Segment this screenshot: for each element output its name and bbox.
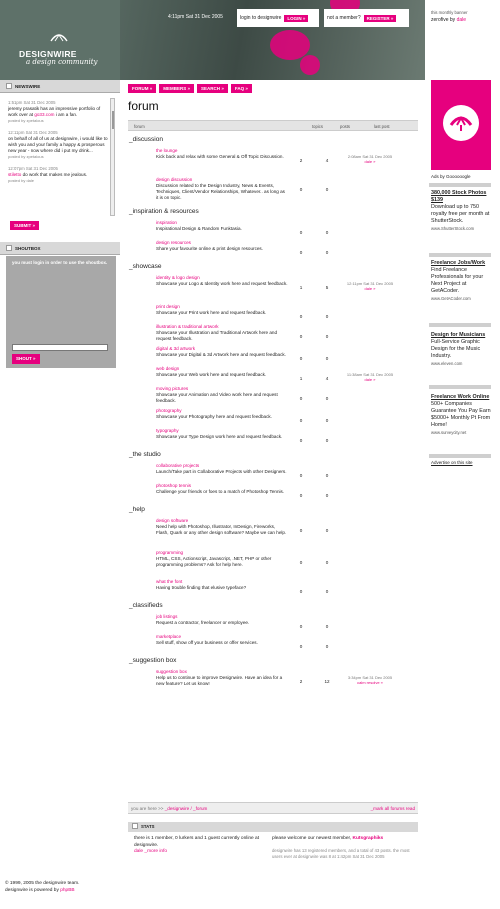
login-box [237, 9, 319, 27]
go-to-post-icon[interactable]: » [373, 286, 376, 291]
forum-post-count: 12 [324, 679, 330, 684]
sky-banner-ad[interactable] [431, 80, 491, 170]
stats-members: please welcome our newest member, Kutsgraphiks designwire has 13 registered members, and a total of 43 posts. the most users ever at designwire was 8 at 1:42pm Sat 31 Dec 2005 [272, 836, 412, 860]
forum-description: Launch/Take part in Collaborative Projects with other Designers. [156, 469, 287, 474]
forum-description: Showcase your Logo & Identity work here and request feedback. [156, 281, 288, 286]
stats-header: STATS [128, 822, 418, 832]
forum-topic-count: 0 [299, 418, 303, 423]
page-title: forum [128, 99, 159, 113]
forum-link[interactable]: programming [156, 550, 184, 555]
forum-topic-count: 0 [299, 493, 303, 498]
forum-description: Showcase your Illustration and Traditional Artwork here and request feedback. [156, 330, 278, 341]
forum-link[interactable]: the lounge [156, 148, 178, 153]
site-tagline: a design community [26, 58, 98, 66]
online-user-link[interactable]: dale [134, 849, 144, 854]
shoutbox-message: you must login in order to use the shoutbox. [12, 260, 108, 265]
col-posts: posts [340, 124, 351, 129]
forum-row [128, 273, 418, 302]
forum-post-count: 0 [325, 418, 329, 423]
forum-row [128, 146, 418, 175]
newswire-list [8, 100, 108, 220]
forum-description: Showcase your Animation and Video work here and request feedback. [156, 392, 278, 403]
forum-description: Help us to continue to improve Designwire. Have an idea for a new feature? Let us know! [156, 675, 283, 686]
forum-topic-count: 0 [299, 473, 303, 478]
go-to-post-icon[interactable]: » [373, 377, 376, 382]
forum-link[interactable]: photography [156, 408, 182, 413]
forum-topic-count: 1 [299, 376, 303, 381]
forum-description: Sell stuff, show off your business or offer services. [156, 640, 258, 645]
category-title: _showcase [129, 263, 162, 270]
newswire-icon [6, 83, 12, 89]
forum-last-post [340, 346, 400, 362]
more-info-link[interactable]: _more info [144, 849, 168, 854]
ad-divider [429, 385, 491, 389]
register-box [324, 9, 409, 27]
forum-row [128, 175, 418, 203]
forum-link[interactable]: moving pictures [156, 386, 189, 391]
forum-last-post [340, 177, 400, 201]
forum-last-post: 2:08am Sat 31 Dec 2005 dale » [347, 154, 393, 164]
forum-post-count: 4 [325, 376, 329, 381]
site-logo[interactable]: DESIGNWIRE [19, 49, 77, 59]
forum-description: Request a contractor, freelancer or employee. [156, 620, 250, 625]
forum-description: Inspirational Design & Random Funktasia. [156, 226, 242, 231]
forum-description: Having trouble finding that elusive typeface? [156, 585, 247, 590]
banner-credit: zerofive by dale [431, 17, 467, 23]
forum-post-count: 0 [325, 560, 329, 565]
forum-post-count: 0 [325, 250, 329, 255]
forum-row [128, 384, 418, 406]
ad-divider [429, 183, 491, 187]
forum-last-post [340, 408, 400, 424]
forum-topic-count: 0 [299, 624, 303, 629]
tab-faq[interactable]: FAQ » [231, 84, 252, 93]
news-link[interactable]: stiletto [8, 172, 22, 177]
forum-column-headers [128, 120, 418, 131]
forum-row [128, 302, 418, 322]
forum-link[interactable]: collaborative projects [156, 463, 200, 468]
forum-post-count: 0 [325, 589, 329, 594]
banner-user-link[interactable]: dale [456, 17, 467, 23]
forum-last-post [340, 324, 400, 342]
forum-last-post: 3:34pm Sat 31 Dec 2005 calm resolve » [347, 675, 393, 685]
shoutbox-panel [6, 256, 116, 368]
ad-unit[interactable]: Freelance Work Online 500+ Companies Guarantee You Pay Earn $5000+ Monthly Pt From Home! www.surveycity.net [431, 394, 491, 435]
forum-last-post [340, 220, 400, 236]
forum-description: Showcase your Web work here and request feedback. [156, 372, 267, 377]
category-title: _inspiration & resources [129, 208, 199, 215]
forum-last-post [340, 550, 400, 575]
forum-topic-count: 2 [299, 679, 303, 684]
forum-post-count: 0 [325, 438, 329, 443]
forum-link[interactable]: marketplace [156, 634, 182, 639]
forum-description: Showcase your Digital & 3d Artwork here and request feedback. [156, 352, 286, 357]
forum-description: HTML, CSS, Actionscript, Javascript, .NET, PHP or other programming problems? Ask for help here. [156, 556, 272, 567]
phpbb-link[interactable]: phpBB [60, 888, 75, 893]
forum-description: Need help with Photoshop, Illustrator, InDesign, Fireworks, Flash, Quark or any other design software? Maybe we can help. [156, 524, 287, 535]
footer: © 1999, 2005 the designwire team. designwire is powered by phpBB [5, 881, 80, 893]
tab-members[interactable]: MEMBERS » [159, 84, 194, 93]
ad-unit[interactable]: 380,000 Stock Photos $139 Download up to 750 royalty free per month at ShutterStock. www.ShutterStock.com [431, 190, 490, 231]
shout-button[interactable]: SHOUT » [12, 354, 40, 364]
forum-post-count: 0 [325, 493, 329, 498]
forum-post-count: 0 [325, 528, 329, 533]
mark-all-read-link[interactable]: _mark all forums read [370, 806, 415, 811]
forum-last-post [340, 579, 400, 595]
forum-last-post [340, 304, 400, 320]
forum-topic-count: 0 [299, 250, 303, 255]
forum-row [128, 322, 418, 344]
breadcrumb: you are here >> _designwire / _forum _mark all forums read [128, 802, 418, 814]
register-prompt: not a member? [327, 15, 361, 21]
header-datetime: 4:11pm Sat 31 Dec 2005 [168, 14, 223, 20]
shoutbox-icon [6, 245, 12, 251]
forum-last-post [340, 634, 400, 650]
col-topics: topics [312, 124, 323, 129]
tab-forum[interactable]: FORUM » [128, 84, 156, 93]
submit-news-button[interactable]: SUBMIT » [10, 221, 39, 230]
forum-post-count: 0 [325, 473, 329, 478]
forum-description: Showcase your Photography here and request feedback. [156, 414, 272, 419]
category-title: _discussion [129, 136, 163, 143]
forum-link[interactable]: suggestion box [156, 669, 187, 674]
login-prompt: login to designwire [240, 15, 282, 21]
forum-row [128, 364, 418, 384]
logo-icon [50, 32, 68, 42]
forum-post-count: 0 [325, 187, 329, 192]
forum-description: Showcase your Print work here and request feedback. [156, 310, 267, 315]
forum-row [128, 548, 418, 577]
forum-last-post [340, 463, 400, 479]
forum-row [128, 238, 418, 258]
forum-description: Kick back and relax with some General & Off Topic Discussion. [156, 154, 284, 159]
breadcrumb-path[interactable]: _designwire / _forum [164, 806, 208, 811]
banner-label: this monthly banner [431, 10, 468, 15]
tab-search[interactable]: SEARCH » [197, 84, 228, 93]
forum-topic-count: 0 [299, 356, 303, 361]
login-button[interactable]: LOGIN » [284, 15, 308, 22]
last-post-user-link[interactable]: dale [364, 377, 373, 382]
forum-description: Challenge your friends or foes to a match of Photoshop Tennis. [156, 489, 285, 494]
news-item: 12:07pm Sat 31 Dec 2005 stiletto do work that makes me jealous. posted by dale [8, 166, 88, 183]
forum-topic-count: 0 [299, 644, 303, 649]
ads-by-label[interactable]: Ads by Goooooogle [431, 174, 471, 179]
forum-link[interactable]: digital & 3d artwork [156, 346, 196, 351]
forum-post-count: 0 [325, 314, 329, 319]
forum-categories [128, 136, 418, 689]
stats-note: designwire has 13 registered members, and a total of 43 posts. the most users ever at designwire was 8 at 1:42pm Sat 31 Dec 2005 [272, 847, 410, 859]
forum-description: Share your favourite online & print design resources. [156, 246, 263, 251]
ad-divider [429, 323, 491, 327]
ad-divider [429, 454, 491, 458]
go-to-post-icon[interactable]: » [373, 159, 376, 164]
advertise-link[interactable]: Advertise on this site [431, 460, 473, 465]
forum-topic-count: 2 [299, 158, 303, 163]
forum-post-count: 5 [325, 285, 329, 290]
forum-topic-count: 0 [299, 560, 303, 565]
last-post-user-link[interactable]: dale [364, 286, 373, 291]
forum-row [128, 426, 418, 446]
forum-description: Discussion related to the Design Industry, News & Events, Techniques, Client/Vendor Relationships, Whatever.. as long as it is on topic. [156, 183, 285, 200]
forum-post-count: 0 [325, 396, 329, 401]
ad-unit[interactable]: Design for Musicians Full-Service Graphic Design for the Music Industry. www.eleven.com [431, 332, 486, 366]
forum-row [128, 516, 418, 548]
ad-unit[interactable]: Freelance Jobs/Work Find Freelance Professionals for your Next Project at GetACoder. www.GetACoder.com [431, 260, 486, 301]
forum-row [128, 481, 418, 501]
news-link[interactable]: go33.com [34, 112, 55, 117]
shoutbox-header: SHOUTBOX [0, 242, 120, 255]
forum-last-post [340, 518, 400, 546]
forum-post-count: 0 [325, 356, 329, 361]
forum-row [128, 612, 418, 632]
newest-member-link[interactable]: Kutsgraphiks [352, 836, 384, 841]
forum-last-post [340, 483, 400, 499]
forum-last-post [340, 428, 400, 444]
site-header [0, 0, 425, 80]
stats-online: there is 1 member, 0 lurkers and 1 guest currently online at designwire. dale _more info [134, 836, 260, 854]
col-forum: forum [134, 124, 145, 129]
category-title: _help [129, 506, 145, 513]
shout-input[interactable] [12, 344, 108, 351]
forum-link[interactable]: illustration & traditional artwork [156, 324, 219, 329]
go-to-post-icon[interactable]: » [380, 680, 383, 685]
forum-last-post [340, 614, 400, 630]
forum-link[interactable]: photoshop tennis [156, 483, 191, 488]
forum-row [128, 577, 418, 597]
forum-row [128, 344, 418, 364]
forum-last-post: 12:11pm Sat 31 Dec 2005 dale » [346, 281, 394, 291]
register-button[interactable]: REGISTER » [364, 15, 397, 22]
forum-post-count: 0 [325, 644, 329, 649]
forum-last-post: 11:38am Sat 31 Dec 2005 dale » [346, 372, 394, 382]
forum-row [128, 406, 418, 426]
forum-description: Showcase your Type Design work here and request feedback. [156, 434, 283, 439]
newswire-header: NEWSWIRE [0, 80, 120, 93]
logo-icon [443, 105, 479, 141]
forum-link[interactable]: web design [156, 366, 180, 371]
forum-topic-count: 0 [299, 528, 303, 533]
forum-link[interactable]: design resources [156, 240, 191, 245]
forum-topic-count: 0 [299, 314, 303, 319]
forum-last-post [340, 240, 400, 256]
forum-link[interactable]: typography [156, 428, 179, 433]
forum-post-count: 4 [325, 158, 329, 163]
forum-table [128, 120, 418, 689]
forum-post-count: 0 [325, 624, 329, 629]
ad-divider [429, 253, 491, 257]
stats-icon [132, 823, 138, 829]
forum-link[interactable]: design discussion [156, 177, 193, 182]
forum-link[interactable]: identity & logo design [156, 275, 200, 280]
forum-row [128, 461, 418, 481]
category-title: _classifieds [129, 602, 163, 609]
news-item: 1:51pm Sat 31 Dec 2005 jeremy prasatik has an impressive portfolio of work over at go33.com i am a fan. posted by zpetalous [8, 100, 101, 123]
forum-topic-count: 0 [299, 396, 303, 401]
forum-topic-count: 0 [299, 230, 303, 235]
forum-post-count: 0 [325, 334, 329, 339]
forum-row [128, 218, 418, 238]
forum-topic-count: 1 [299, 285, 303, 290]
col-last-post: last post [374, 124, 390, 129]
forum-link[interactable]: job listings [156, 614, 178, 619]
forum-post-count: 0 [325, 230, 329, 235]
forum-link[interactable]: design software [156, 518, 189, 523]
last-post-user-link[interactable]: calm resolve [357, 680, 380, 685]
forum-link[interactable]: inspiration [156, 220, 177, 225]
forum-topic-count: 0 [299, 187, 303, 192]
forum-topic-count: 0 [299, 334, 303, 339]
category-title: _suggestion box [129, 657, 177, 664]
forum-topic-count: 0 [299, 589, 303, 594]
forum-link[interactable]: print design [156, 304, 180, 309]
forum-last-post [340, 386, 400, 404]
main-nav [128, 84, 252, 93]
category-title: _the studio [129, 451, 161, 458]
forum-topic-count: 0 [299, 438, 303, 443]
newswire-scrollbar[interactable] [110, 98, 115, 216]
news-item: 12:11pm Sat 31 Dec 2005 on behalf of all of us at designwire, i would like to wish you and your family a happy & prosperous new year - now where did i put my drink... posted by zpetalous [8, 130, 108, 159]
forum-link[interactable]: what the font [156, 579, 183, 584]
forum-row [128, 632, 418, 652]
last-post-user-link[interactable]: dale [364, 159, 373, 164]
forum-row [128, 667, 418, 689]
